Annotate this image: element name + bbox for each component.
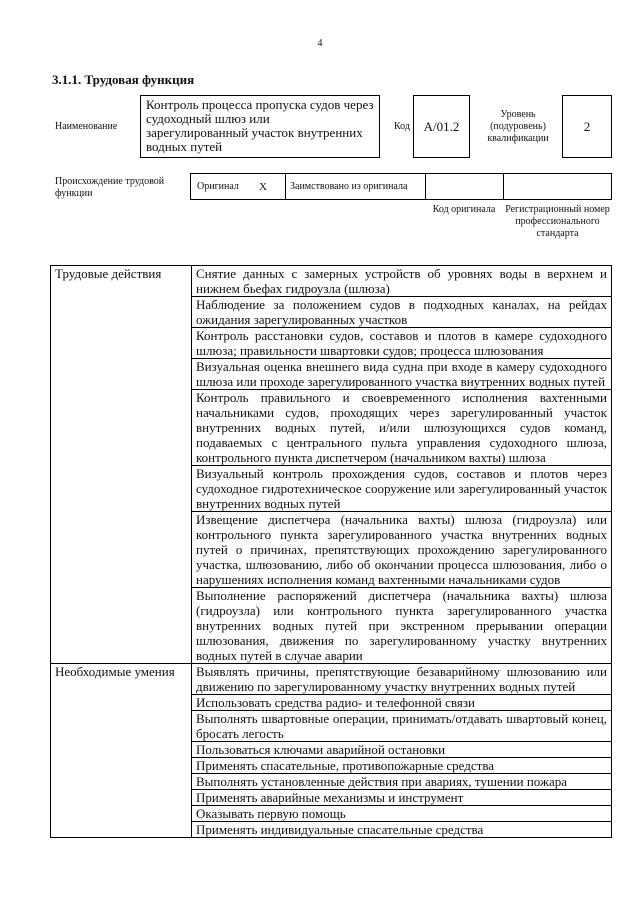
section-title: 3.1.1. Трудовая функция [52, 72, 195, 87]
code-original-caption: Код оригинала [432, 204, 496, 215]
item-cell: Извещение диспетчера (начальника вахты) шлюза (гидроузла) или контрольного пункта зарегулированного участка внутренних водных путей о причинах, препятствующих прохождению зарегулированного участка, шлюзованию, либо об окончании процесса шлюзования, либо о нарушениях исполнения команд вахтенными начальниками судов [192, 512, 612, 588]
level-label: Уровень (подуровень) квалификации [487, 109, 549, 144]
item-cell: Применять аварийные механизмы и инструмент [192, 790, 612, 806]
item-cell: Пользоваться ключами аварийной остановки [192, 742, 612, 758]
item-cell: Применять спасательные, противопожарные средства [192, 758, 612, 774]
item-cell: Использовать средства радио- и телефонной связи [192, 695, 612, 711]
original-cell [191, 174, 286, 199]
item-cell: Выполнять установленные действия при авариях, тушении пожара [192, 774, 612, 790]
item-cell: Контроль правильного и своевременного исполнения вахтенными начальниками судов, проходящих через зарегулированный участок внутренних водных путей, и/или шлюзующихся судов команд, подаваемых с центрального пульта управления судоходного шлюза, контрольного пункта диспетчером (начальником вахты) шлюза [192, 390, 612, 466]
code-original-cell [426, 174, 504, 199]
code-box: А/01.2 [413, 95, 470, 158]
item-cell: Оказывать первую помощь [192, 806, 612, 822]
level-box: 2 [562, 95, 612, 158]
borrowed-cell: Заимствовано из оригинала [286, 174, 426, 199]
table-row [51, 664, 612, 695]
original-label: Оригинал [197, 181, 239, 192]
section-title-cell: Трудовые действия [51, 266, 192, 664]
reg-number-cell [504, 174, 611, 199]
item-cell: Визуальная оценка внешнего вида судна при входе в камеру судоходного шлюза или проходе зарегулированного участка внутренних водных путей [192, 359, 612, 390]
original-mark: X [259, 180, 267, 193]
item-cell: Контроль расстановки судов, составов и плотов в камере судоходного шлюза; правильности швартовки судов; процесса шлюзования [192, 328, 612, 359]
item-cell: Снятие данных с замерных устройств об уровнях воды в верхнем и нижнем бьефах гидроузла (шлюза) [192, 266, 612, 297]
item-cell: Выполнять швартовные операции, принимать/отдавать швартовый конец, бросать легость [192, 711, 612, 742]
item-cell: Применять индивидуальные спасательные средства [192, 822, 612, 838]
reg-number-caption: Регистрационный номер профессионального стандарта [505, 204, 610, 239]
item-cell: Визуальный контроль прохождения судов, составов и плотов через судоходное гидротехническое сооружение или зарегулированный участок внутренних водных путей [192, 466, 612, 512]
page-number: 4 [317, 38, 323, 49]
origin-row [190, 173, 612, 200]
name-label: Наименование [55, 121, 118, 132]
origin-label: Происхождение трудовой функции [55, 176, 165, 199]
item-cell: Выявлять причины, препятствующие безаварийному шлюзованию или движению по зарегулированному участку внутренних водных путей [192, 664, 612, 695]
function-table [50, 265, 612, 838]
item-cell: Выполнение распоряжений диспетчера (начальника вахты) шлюза (гидроузла) или контрольного пункта зарегулированного участка внутренних водных путей при экстренном прерывании операции шлюзования, движения по зарегулированному участку внутренних водных путей в случае аварии [192, 588, 612, 664]
code-label: Код [394, 121, 410, 132]
section-title-cell: Необходимые умения [51, 664, 192, 838]
item-cell: Наблюдение за положением судов в подходных каналах, на рейдах ожидания зарегулированных участков [192, 297, 612, 328]
table-row [51, 266, 612, 297]
function-name-box: Контроль процесса пропуска судов через судоходный шлюз или зарегулированный участок внутренних водных путей [140, 95, 380, 158]
